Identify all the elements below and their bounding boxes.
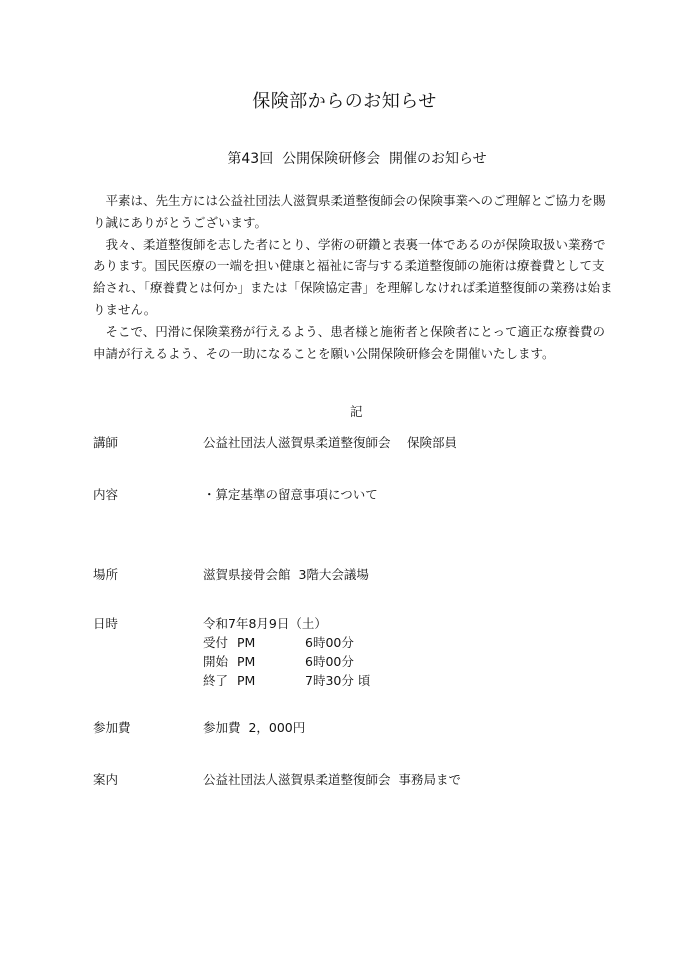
schedule-item bbox=[203, 671, 370, 691]
datetime-date: 令和7年8月9日（土） bbox=[203, 616, 327, 631]
content-label: 内容 bbox=[93, 487, 119, 502]
page-title: 保険部からのお知らせ bbox=[252, 91, 437, 112]
page-subtitle: 第43回 公開保険研修会 開催のお知らせ bbox=[227, 151, 487, 167]
venue-value: 滋賀県接骨会館 3階大会議場 bbox=[203, 567, 369, 582]
schedule-time: 7時30分 頃 bbox=[305, 673, 371, 688]
intro-paragraph: そこで、円滑に保険業務が行えるよう、患者様と施術者と保険者にとって適正な療養費の申請が行えるよう、その一助になることを願い公開保険研修会を開催いたします。 bbox=[93, 323, 606, 361]
venue-label: 場所 bbox=[93, 567, 119, 582]
ki-heading: 記 bbox=[350, 404, 363, 419]
datetime-label: 日時 bbox=[93, 616, 119, 631]
fee-value: 参加費 2，000円 bbox=[203, 720, 306, 735]
intro-paragraph: 平素は、先生方には公益社団法人滋賀県柔道整復師会の保険事業へのご理解とご協力を賜り誠にありがとうございます。 bbox=[93, 193, 606, 230]
contact-value: 公益社団法人滋賀県柔道整復師会 事務局まで bbox=[203, 772, 461, 787]
schedule-item bbox=[203, 633, 354, 653]
intro-body bbox=[93, 190, 613, 364]
schedule-pm: PM bbox=[237, 673, 256, 688]
lecturer-value: 公益社団法人滋賀県柔道整復師会 保険部員 bbox=[203, 435, 457, 450]
schedule-label: 終了 bbox=[203, 673, 229, 688]
schedule-label: 受付 bbox=[203, 635, 229, 650]
schedule-item bbox=[203, 652, 354, 672]
datetime-row bbox=[93, 614, 613, 694]
fee-label: 参加費 bbox=[93, 720, 131, 735]
content-value: ・算定基準の留意事項について bbox=[203, 487, 378, 502]
schedule-label: 開始 bbox=[203, 654, 229, 669]
schedule-time: 6時00分 bbox=[305, 654, 354, 669]
contact-label: 案内 bbox=[93, 772, 119, 787]
schedule-pm: PM bbox=[237, 635, 256, 650]
lecturer-label: 講師 bbox=[93, 435, 119, 450]
schedule-time: 6時00分 bbox=[305, 635, 354, 650]
intro-paragraph: 我々、柔道整復師を志した者にとり、学術の研鑽と表裏一体であるのが保険取扱い業務であります。国民医療の一端を担い健康と福祉に寄与する柔道整復師の施術は療養費として支給され、「療養費とは何か」または「保険協定書」を理解しなければ柔道整復師の業務は始まりません。 bbox=[93, 236, 613, 317]
schedule-pm: PM bbox=[237, 654, 256, 669]
